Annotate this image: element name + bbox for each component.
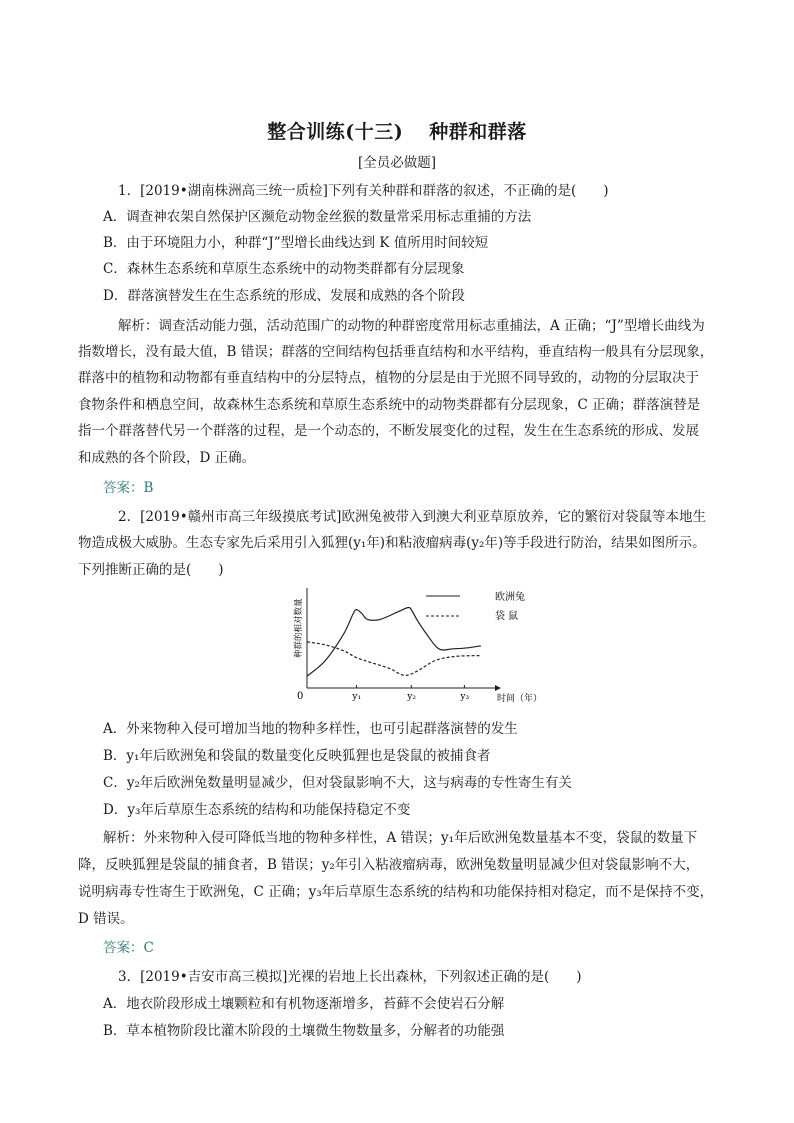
q2-answer: 答案：C xyxy=(103,940,154,956)
y-axis-label: 种群的相对数量 xyxy=(294,598,304,658)
q1-analysis-line: 解析：调查活动能力强，活动范围广的动物的种群密度常用标志重捕法，A 正确；“J”型增长曲线为 xyxy=(118,318,705,334)
q1-analysis-line: 和成熟的各个阶段，D 正确。 xyxy=(78,450,256,466)
q2-option-c: C．y₂年后欧洲兔数量明显减少，但对袋鼠影响不大，这与病毒的专性寄生有关 xyxy=(103,775,572,791)
x-axis-label: 时间（年） xyxy=(497,694,543,704)
title-main: 整合训练(十三) xyxy=(267,121,404,143)
q1-option-c: C．森林生态系统和草原生态系统中的动物类群都有分层现象 xyxy=(103,261,465,277)
q3-stem: 3．[2019•吉安市高三模拟]光裸的岩地上长出森林，下列叙述正确的是( ) xyxy=(118,969,582,985)
legend-label-kangaroo: 袋 鼠 xyxy=(495,611,519,622)
series-line-rabbit xyxy=(307,608,481,677)
origin-label: 0 xyxy=(297,691,304,702)
x-tick-label: y₂ xyxy=(407,692,417,702)
q3-option-a: A．地衣阶段形成土壤颗粒和有机物逐渐增多，苔藓不会使岩石分解 xyxy=(103,996,505,1012)
q2-analysis-line: 解析：外来物种入侵可降低当地的物种多样性，A 错误；y₁年后欧洲兔数量基本不变，袋鼠的数量下 xyxy=(103,830,698,846)
q1-analysis-line: 食物条件和栖息空间，故森林生态系统和草原生态系统中的动物类群都有分层现象，C 正确；群落演替是 xyxy=(78,397,701,413)
q1-option-b: B．由于环境阻力小，种群“J”型增长曲线达到 K 值所用时间较短 xyxy=(103,235,489,251)
chart-legend xyxy=(426,590,525,622)
q3-option-b: B．草本植物阶段比灌木阶段的土壤微生物数量多，分解者的功能强 xyxy=(103,1023,505,1039)
q1-option-a: A．调查神农架自然保护区濒危动物金丝猴的数量常采用标志重捕的方法 xyxy=(103,209,532,225)
chart-series xyxy=(307,608,481,677)
q2-option-d: D．y₃年后草原生态系统的结构和功能保持稳定不变 xyxy=(103,802,411,818)
x-axis-arrow xyxy=(495,685,501,691)
page-title xyxy=(0,117,794,144)
q2-analysis-line: 说明病毒专性寄生于欧洲兔，C 正确；y₃年后草原生态系统的结构和功能保持相对稳定，而不是保持不变， xyxy=(78,884,714,900)
q1-analysis-line: 指数增长，没有最大值，B 错误；群落的空间结构包括垂直结构和水平结构，垂直结构一般具有分层现象， xyxy=(78,344,714,360)
series-line-kangaroo xyxy=(307,642,481,675)
q1-option-d: D．群落演替发生在生态系统的形成、发展和成熟的各个阶段 xyxy=(103,288,465,304)
title-sub: 种群和群落 xyxy=(429,121,527,143)
q1-analysis-line: 指一个群落替代另一个群落的过程，是一个动态的，不断发展变化的过程，发生在生态系统的形成、发展 xyxy=(78,423,699,439)
q2-option-a: A．外来物种入侵可增加当地的物种多样性，也可引起群落演替的发生 xyxy=(103,721,518,737)
q1-answer: 答案：B xyxy=(103,480,154,496)
section-label: [全员必做题] xyxy=(357,155,437,171)
q1-analysis-line: 群落中的植物和动物都有垂直结构中的分层特点，植物的分层是由于光照不同导致的，动物的分层取决于 xyxy=(78,370,699,386)
x-tick-label: y₃ xyxy=(460,692,470,702)
legend-label-rabbit: 欧洲兔 xyxy=(495,592,525,603)
q2-analysis-line: D 错误。 xyxy=(78,911,134,927)
q2-stem-line: 2．[2019•赣州市高三年级摸底考试]欧洲兔被带入到澳大利亚草原放养，它的繁衍对袋鼠等本地生 xyxy=(118,509,706,525)
q2-stem-line: 物造成极大威胁。生态专家先后采用引入狐狸(y₁年)和粘液瘤病毒(y₂年)等手段进行防治，结果如图所示。 xyxy=(78,535,706,551)
q2-option-b: B．y₁年后欧洲兔和袋鼠的数量变化反映狐狸也是袋鼠的被捕食者 xyxy=(103,748,491,764)
x-tick-label: y₁ xyxy=(352,692,362,702)
q1-stem: 1．[2019•湖南株洲高三统一质检]下列有关种群和群落的叙述，不正确的是( ) xyxy=(118,183,609,199)
population-chart xyxy=(285,588,545,710)
q2-stem-line: 下列推断正确的是( ) xyxy=(78,562,224,578)
q2-analysis-line: 降，反映狐狸是袋鼠的捕食者，B 错误；y₂年引入粘液瘤病毒，欧洲兔数量明显减少但对袋鼠影响不大， xyxy=(78,857,700,873)
